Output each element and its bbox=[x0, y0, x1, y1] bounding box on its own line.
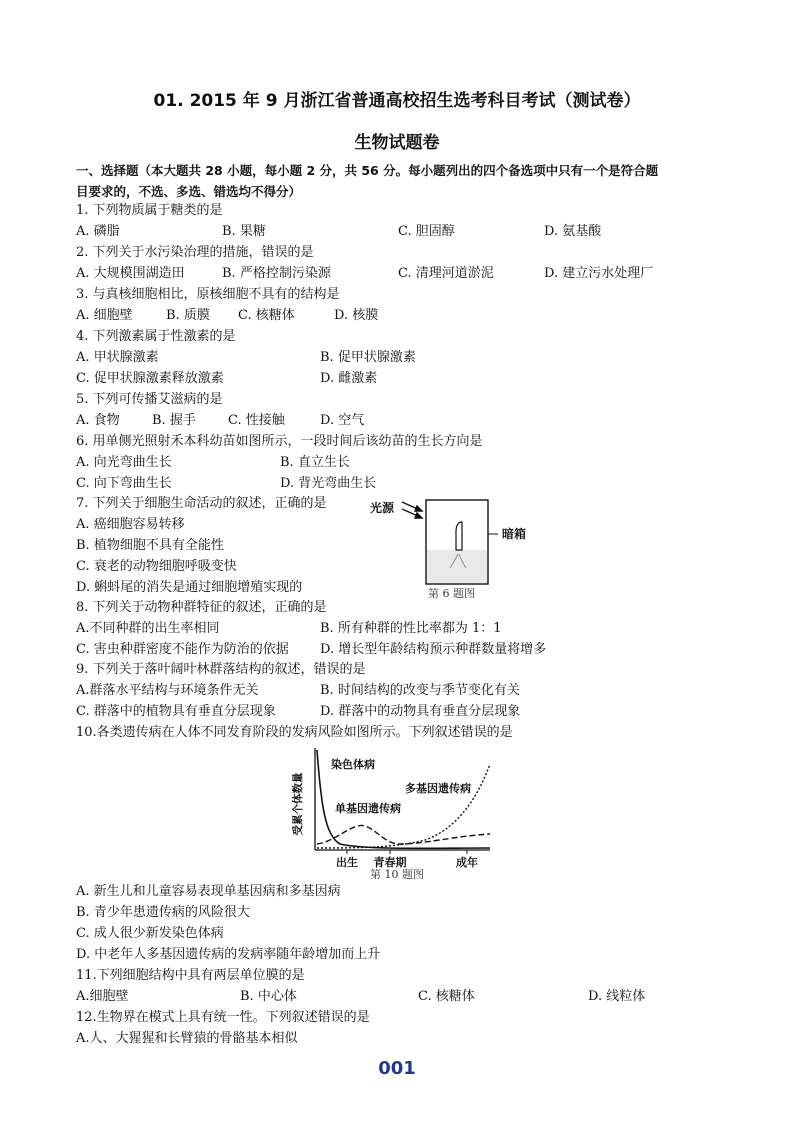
question-option: C. 胆固醇 bbox=[398, 224, 455, 239]
question-option: D. 氨基酸 bbox=[544, 224, 602, 239]
question-stem: 4. 下列激素属于性激素的是 bbox=[76, 329, 236, 344]
question-option: B. 植物细胞不具有全能性 bbox=[76, 538, 224, 553]
question-option: A. 大规模围湖造田 bbox=[76, 266, 185, 281]
question-option: D. 群落中的动物具有垂直分层现象 bbox=[320, 704, 521, 719]
seedling-shoot bbox=[456, 522, 462, 550]
light-arrows bbox=[402, 502, 422, 518]
question-option: A. 磷脂 bbox=[76, 224, 120, 239]
question-stem: 1. 下列物质属于糖类的是 bbox=[76, 203, 223, 218]
question-stem: 9. 下列关于落叶阔叶林群落结构的叙述，错误的是 bbox=[76, 662, 366, 677]
single-gene-disease-label: 单基因遗传病 bbox=[335, 802, 401, 815]
question-stem: 10.各类遗传病在人体不同发育阶段的发病风险如图所示。下列叙述错误的是 bbox=[76, 725, 513, 740]
document-subtitle: 生物试题卷 bbox=[354, 133, 440, 153]
question-stem: 2. 下列关于水污染治理的措施，错误的是 bbox=[76, 245, 314, 260]
light-source-label: 光源 bbox=[370, 501, 395, 515]
question-option: C. 清理河道淤泥 bbox=[398, 266, 494, 281]
question-stem: 6. 用单侧光照射禾本科幼苗如图所示，一段时间后该幼苗的生长方向是 bbox=[76, 434, 483, 449]
question-option: D. 雌激素 bbox=[320, 371, 378, 386]
question-option: D. 线粒体 bbox=[588, 989, 646, 1004]
chromosome-disease-label: 染色体病 bbox=[331, 758, 375, 771]
question-option: C. 成人很少新发染色体病 bbox=[76, 926, 224, 941]
question-option: D. 中老年人多基因遗传病的发病率随年龄增加而上升 bbox=[76, 947, 381, 962]
single-gene-disease-curve bbox=[317, 825, 490, 844]
question-option: C. 核糖体 bbox=[418, 989, 475, 1004]
question-option: D. 蝌蚪尾的消失是通过细胞增殖实现的 bbox=[76, 580, 303, 595]
question-option: B. 果糖 bbox=[222, 224, 266, 239]
section-heading-line-2: 目要求的，不选、多选、错选均不得分） bbox=[76, 184, 302, 199]
question-option: B. 促甲状腺激素 bbox=[320, 350, 416, 365]
question-option: A.不同种群的出生率相同 bbox=[76, 621, 220, 636]
question-option: A. 癌细胞容易转移 bbox=[76, 517, 185, 532]
question-option: A.细胞壁 bbox=[76, 989, 129, 1004]
question-option: A. 向光弯曲生长 bbox=[76, 455, 172, 470]
question-option: C. 性接触 bbox=[228, 413, 285, 428]
question-stem: 8. 下列关于动物种群特征的叙述，正确的是 bbox=[76, 600, 327, 615]
question-option: D. 增长型年龄结构预示种群数量将增多 bbox=[320, 642, 547, 657]
dark-box-label: 暗箱 bbox=[502, 527, 527, 541]
question-option: C. 害虫种群密度不能作为防治的依据 bbox=[76, 642, 289, 657]
question-option: C. 促甲状腺激素释放激素 bbox=[76, 371, 224, 386]
multi-gene-disease-label: 多基因遗传病 bbox=[405, 782, 471, 795]
figure-10-caption: 第 10 题图 bbox=[370, 868, 424, 881]
figure-6-caption: 第 6 题图 bbox=[428, 587, 475, 600]
question-stem: 5. 下列可传播艾滋病的是 bbox=[76, 392, 223, 407]
question-option: A. 甲状腺激素 bbox=[76, 350, 159, 365]
question-option: B. 时间结构的改变与季节变化有关 bbox=[320, 683, 520, 698]
question-option: B. 所有种群的性比率都为 1：1 bbox=[320, 621, 502, 636]
question-option: A.群落水平结构与环境条件无关 bbox=[76, 683, 259, 698]
question-stem: 3. 与真核细胞相比，原核细胞不具有的结构是 bbox=[76, 287, 340, 302]
question-option: C. 向下弯曲生长 bbox=[76, 476, 172, 491]
question-option: A. 新生儿和儿童容易表现单基因病和多基因病 bbox=[76, 884, 341, 899]
question-option: C. 衰老的动物细胞呼吸变快 bbox=[76, 559, 237, 574]
question-option: C. 群落中的植物具有垂直分层现象 bbox=[76, 704, 276, 719]
question-stem: 7. 下列关于细胞生命活动的叙述，正确的是 bbox=[76, 496, 327, 511]
x-tick-label: 青春期 bbox=[373, 856, 407, 869]
x-tick-label: 出生 bbox=[336, 856, 358, 869]
page-number: 001 bbox=[378, 1058, 416, 1079]
x-tick-label: 成年 bbox=[456, 856, 478, 869]
figure-10-disease-risk-chart bbox=[285, 744, 505, 876]
section-heading bbox=[76, 160, 726, 202]
question-option: A.人、大猩猩和长臂猿的骨骼基本相似 bbox=[76, 1031, 298, 1046]
figure-10-y-axis-label: 受累个体数量 bbox=[292, 772, 304, 836]
question-stem: 11.下列细胞结构中具有两层单位膜的是 bbox=[76, 968, 305, 983]
question-option: D. 建立污水处理厂 bbox=[544, 266, 654, 281]
question-option: B. 质膜 bbox=[166, 308, 210, 323]
question-option: C. 核糖体 bbox=[238, 308, 295, 323]
question-option: B. 握手 bbox=[152, 413, 196, 428]
question-option: B. 直立生长 bbox=[280, 455, 350, 470]
question-option: D. 空气 bbox=[320, 413, 365, 428]
question-option: A. 细胞壁 bbox=[76, 308, 133, 323]
question-option: A. 食物 bbox=[76, 413, 120, 428]
question-option: B. 青少年患遗传病的风险很大 bbox=[76, 905, 250, 920]
question-option: D. 核膜 bbox=[334, 308, 379, 323]
document-title: 01. 2015 年 9 月浙江省普通高校招生选考科目考试（测试卷） bbox=[153, 91, 641, 111]
question-option: B. 中心体 bbox=[240, 989, 297, 1004]
question-stem: 12.生物界在模式上具有统一性。下列叙述错误的是 bbox=[76, 1010, 370, 1025]
question-option: B. 严格控制污染源 bbox=[222, 266, 331, 281]
question-option: D. 背光弯曲生长 bbox=[280, 476, 377, 491]
section-heading-line-1: 一、选择题（本大题共 28 小题，每小题 2 分，共 56 分。每小题列出的四个备选项中只有一个是符合题 bbox=[76, 163, 659, 178]
